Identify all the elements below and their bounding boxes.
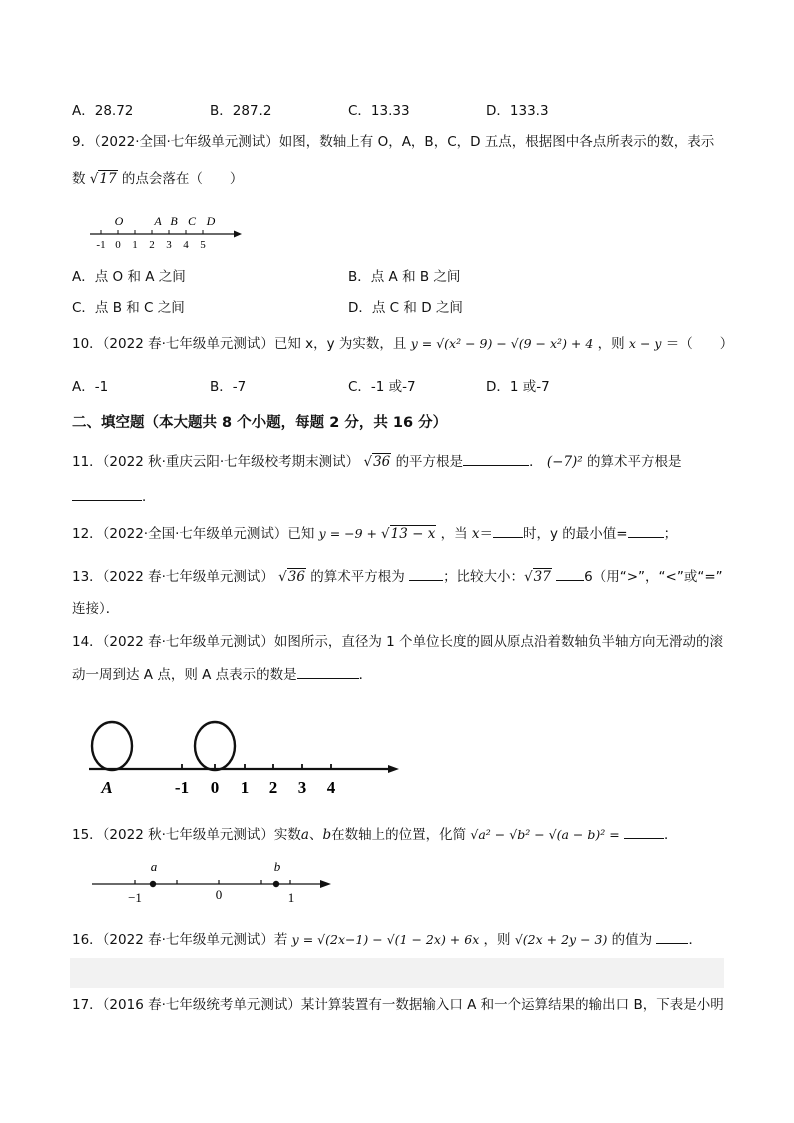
sqrt-37: √37 [524, 569, 551, 585]
q10-option-c: C．-1 或-7 [348, 379, 416, 395]
q11-stem: 11．（2022 秋·重庆云阳·七年级校考期末测试） √36 的平方根是 ． (−7)² 的算术平方根是 [72, 451, 682, 471]
q8-option-a: A．28.72 [72, 103, 134, 119]
q8-option-c: C．13.33 [348, 103, 410, 119]
q11-blank-2 [72, 486, 142, 501]
q9-point-label: D [206, 214, 216, 228]
q10-formula: y = √(x² − 9) − √(9 − x²) + 4 [410, 336, 594, 351]
q9-tick-label: 5 [200, 239, 206, 251]
q9-option-a: A．点 O 和 A 之间 [72, 269, 186, 285]
q14-tick-label: -1 [174, 778, 190, 797]
q10-formula2: x − y [628, 336, 662, 351]
q14-tick-label: 3 [297, 778, 307, 797]
q10-option-a: A．-1 [72, 379, 109, 395]
q9-point-label: B [170, 214, 178, 228]
point-b [273, 881, 279, 887]
q11-expr: (−7)² [546, 454, 583, 470]
q15-tick-label: 0 [215, 887, 223, 902]
q8-option-b: B．287.2 [210, 103, 272, 119]
q9-tick-label: 1 [132, 239, 138, 251]
q8-option-d: D．133.3 [486, 103, 549, 119]
q15-tick-label: 1 [287, 890, 295, 905]
sqrt-36: √36 [363, 454, 391, 470]
q11-line2: ． [72, 486, 156, 506]
q14-rolling-circle-figure [85, 712, 405, 802]
q15-point-label: b [273, 859, 281, 874]
q14-label-a: A [101, 778, 113, 797]
q17-stem-line1: 17．（2016 春·七年级统考单元测试）某计算装置有一数据输入口 A 和一个运算结果的输出口 B，下表是小明 [72, 997, 724, 1013]
q9-number-line [88, 208, 248, 254]
q9-point-label: C [187, 214, 197, 228]
circle-at-a [92, 722, 132, 770]
q9-tick-label: 2 [149, 239, 155, 251]
q14-blank [297, 664, 359, 679]
q13-blank-2 [556, 566, 584, 581]
q10-stem: 10．（2022 春·七年级单元测试）已知 x，y 为实数，且 y = √(x² − 9) − √(9 − x²) + 4 ，则 x − y ＝（ ） [72, 336, 734, 352]
q16-blank [656, 929, 688, 944]
q9-point-label: O [114, 214, 124, 228]
q12-stem: 12．（2022·全国·七年级单元测试）已知 y = −9 + √13 − x ，当 x＝ 时，y 的最小值= ； [72, 523, 677, 543]
q15-blank [624, 824, 664, 839]
q14-stem-line1: 14．（2022 春·七年级单元测试）如图所示，直径为 1 个单位长度的圆从原点沿着数轴负半轴方向无滑动的滚 [72, 634, 724, 650]
q15-formula: √a² − √b² − √(a − b)² = [470, 827, 620, 842]
answer-band [70, 958, 724, 988]
q9-point-label: A [154, 214, 162, 228]
q11-blank-1 [463, 451, 529, 466]
q14-tick-label: 0 [210, 778, 220, 797]
q14-tick-label: 1 [240, 778, 250, 797]
q13-stem: 13．（2022 春·七年级单元测试） √36 的算术平方根为 ；比较大小：√37 6（用“>”，“<”或“=” [72, 566, 723, 586]
q12-blank-2 [628, 523, 664, 538]
q15-number-line [90, 856, 340, 906]
q10-option-b: B．-7 [210, 379, 247, 395]
q9-tick-label: 4 [183, 239, 189, 251]
q9-option-b: B．点 A 和 B 之间 [348, 269, 461, 285]
sqrt-17: √17 [89, 171, 117, 187]
sqrt-13-x: √13 − x [381, 526, 436, 542]
q9-stem-line1: 9．（2022·全国·七年级单元测试）如图，数轴上有 O，A，B，C，D 五点，根据图中各点所表示的数，表示 [72, 134, 715, 150]
q13-blank-1 [409, 566, 443, 581]
circle-at-origin [195, 722, 235, 770]
q15-stem: 15．（2022 秋·七年级单元测试）实数a、b在数轴上的位置，化简 √a² − √b² − √(a − b)² = ． [72, 824, 678, 844]
q16-formula2: √(2x + 2y − 3) [514, 932, 608, 947]
q14-tick-label: 2 [268, 778, 278, 797]
q16-stem: 16．（2022 春·七年级单元测试）若 y = √(2x−1) − √(1 − 2x) + 6x ，则 √(2x + 2y − 3) 的值为 ． [72, 929, 702, 949]
point-a [150, 881, 156, 887]
q9-tick-label: -1 [96, 239, 106, 251]
q15-point-label: a [150, 859, 158, 874]
q9-option-d: D．点 C 和 D 之间 [348, 300, 463, 316]
q12-blank-1 [493, 523, 523, 538]
q14-stem-line2: 动一周到达 A 点，则 A 点表示的数是 ． [72, 664, 372, 684]
q9-tick-label: 3 [166, 239, 172, 251]
q10-option-d: D．1 或-7 [486, 379, 550, 395]
q9-option-c: C．点 B 和 C 之间 [72, 300, 185, 316]
section-title-fill-in: 二、填空题（本大题共 8 个小题，每题 2 分，共 16 分） [72, 415, 448, 431]
q9-stem-line2: 数 √17 的点会落在（ ） [72, 171, 244, 187]
q9-tick-label: 0 [115, 239, 121, 251]
q9-ticks [101, 230, 203, 234]
sqrt-36: √36 [278, 569, 305, 585]
q15-tick-label: −1 [128, 890, 142, 905]
q16-formula: y = √(2x−1) − √(1 − 2x) + 6x [291, 932, 480, 947]
q13-line2: 连接）． [72, 601, 120, 617]
q14-tick-label: 4 [326, 778, 336, 797]
